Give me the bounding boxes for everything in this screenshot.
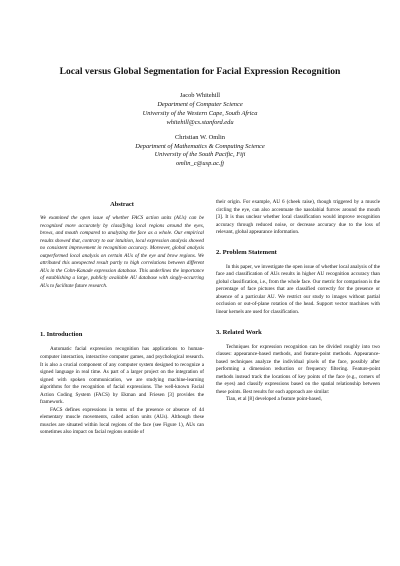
author-email: omlin_c@usp.ac.fj: [175, 160, 225, 168]
right-column: [216, 199, 380, 404]
intro-paragraph-continued: their origin. For example, AU 6 (cheek raise), though triggered by a muscle circling the eye, can also accentuate the nasolabial furrow around the mouth [3]. It is thus unclear whether local classification would improve recognition accuracy through reduced noise, or decrease accuracy due to the loss of relevant, global appearance information.: [216, 199, 380, 236]
abstract-text: We examined the open issue of whether FACS action units (AUs) can be recognized more accurately by classifying local regions around the eyes, brows, and mouth compared to analyzing the face as a whole. Our empirical results showed that, contrary to our intuition, local expression analysis showed no consistent improvement in recognition accuracy. Moreover, global analysis outperformed local analysis on certain AUs of the eye and brow regions. We attributed this unexpected result partly to high correlations between different AUs in the Cohn-Kanade expression database. This underlines the importance of establishing a large, publicly available AU database with singly-occurring AUs to facilitate future research.: [40, 215, 204, 289]
section-heading-introduction: 1. Introduction: [40, 331, 83, 339]
author-1: [60, 92, 340, 128]
paper-title: Local versus Global Segmentation for Facial Expression Recognition: [59, 66, 341, 77]
author-name: Christian W. Omlin: [175, 133, 225, 141]
related-work-paragraph-1: Techniques for expression recognition can be divided roughly into two classes: appearance-based methods, and feature-point methods. Appearance-based techniques analyze the individual pixels of the face, possibly after performing a dimension reduction or frequency filtering. Feature-point methods instead track the locations of key points of the face (e.g., corners of the eyes) and classify expressions based on the spatial relationship between these points. Best results for each approach are similar:: [216, 343, 380, 395]
author-email: whitehill@cs.stanford.edu: [166, 118, 234, 126]
author-list: [60, 92, 340, 175]
author-department: Department of Mathematics & Computing Science: [135, 142, 265, 150]
intro-paragraph-2: FACS defines expressions in terms of the presence or absence of 44 elementary muscle movements, called action units (AUs). Although these muscles are situated within local regions of the face (see Figure 1), AUs can sometimes also impact on facial regions outside of: [40, 406, 204, 436]
left-column: [40, 201, 204, 437]
author-name: Jacob Whitehill: [179, 92, 221, 99]
section-heading-related-work: 3. Related Work: [216, 328, 262, 336]
author-2: [60, 134, 340, 170]
related-work-paragraph-2: Tian, et al [8] developed a feature point-based,: [226, 396, 322, 403]
abstract-heading: Abstract: [110, 201, 134, 208]
author-department: Department of Computer Science: [157, 100, 243, 108]
intro-paragraph-1: Automatic facial expression recognition has applications to human-computer interaction, interactive computer games, and psychological research. It is also a crucial component of any computer system designed to recognize a signed language in real time. As part of a larger project on the integration of signed with spoken communication, we are studying machine-learning algorithms for the recognition of facial expressions. The well-known Facial Action Coding System (FACS) by Ekman and Friesen [3] provides the framework.: [40, 346, 204, 406]
author-affiliation: University of the Western Cape, South Africa: [142, 109, 258, 117]
section-heading-problem-statement: 2. Problem Statement: [216, 248, 277, 256]
problem-statement-paragraph: In this paper, we investigate the open issue of whether local analysis of the face and classification of AUs results in higher AU recognition accuracy than global classification, i.e., from the whole face. Our metric for comparison is the percentage of face pictures that are classified correctly for the presence or absence of a particular AU. We restrict our study to images without partial occlusion or out-of-plane rotation of the head. Support vector machines with linear kernels are used for classification.: [216, 263, 380, 316]
author-affiliation: University of the South Pacific, Fiji: [154, 151, 246, 159]
